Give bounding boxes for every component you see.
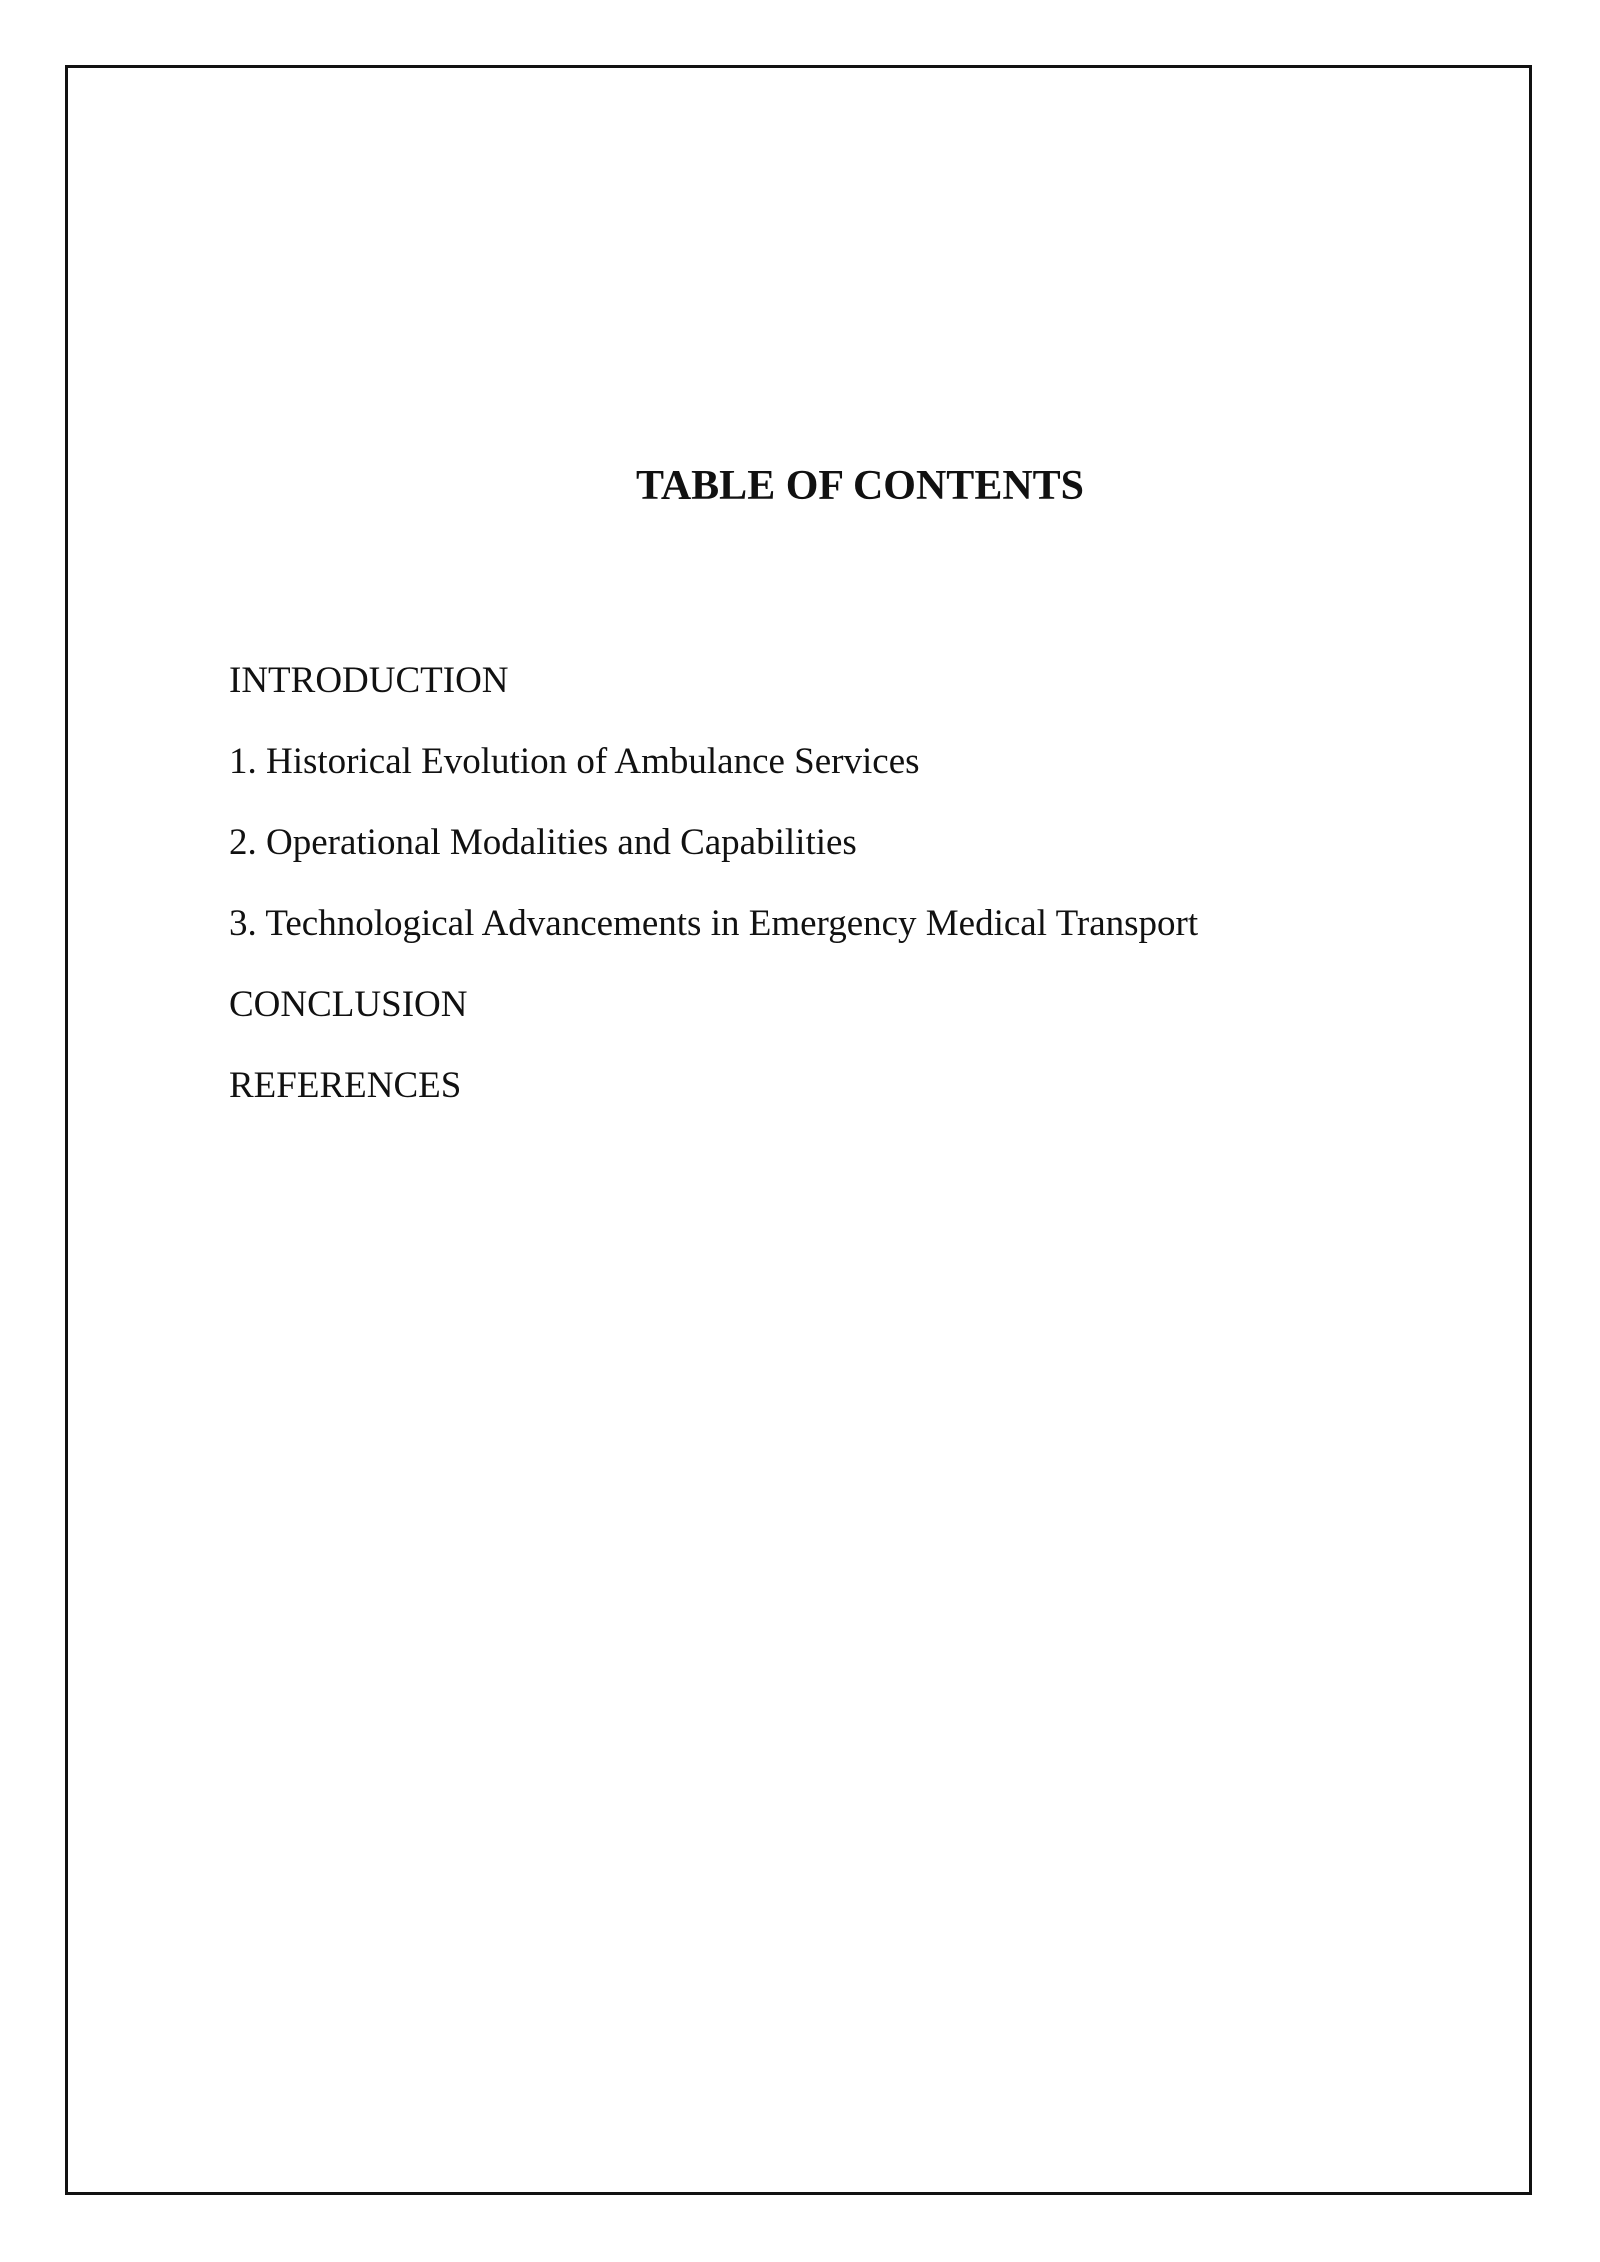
toc-entry-operational-modalities: 2. Operational Modalities and Capabilities (229, 822, 857, 863)
toc-entry-historical-evolution: 1. Historical Evolution of Ambulance Services (229, 741, 920, 782)
page-title: TABLE OF CONTENTS (635, 463, 1085, 509)
toc-entry-references: REFERENCES (229, 1065, 462, 1106)
toc-entry-conclusion: CONCLUSION (229, 984, 468, 1025)
page-border (65, 65, 1532, 2195)
toc-entry-introduction: INTRODUCTION (229, 660, 509, 701)
toc-list (229, 640, 1198, 1126)
toc-entry-technological-advancements: 3. Technological Advancements in Emergency Medical Transport (229, 903, 1199, 944)
